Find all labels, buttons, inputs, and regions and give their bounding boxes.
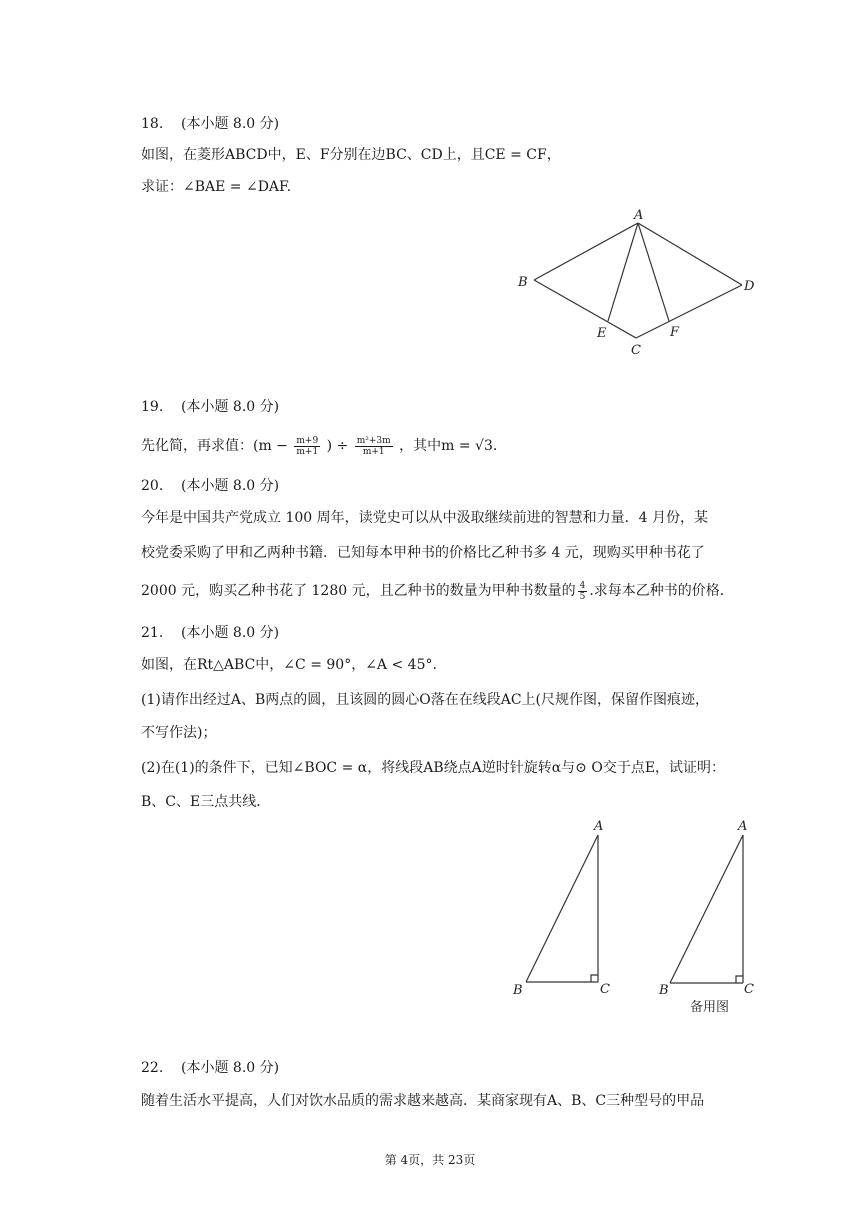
q20-frac-numerator: 4 — [579, 580, 586, 591]
tri2-label-c: C — [744, 982, 754, 997]
q19-header — [141, 397, 279, 417]
q19-prefix: 先化简，再求值：(m − — [141, 438, 288, 454]
q19-middle: ) ÷ — [326, 438, 349, 454]
q21-text-line2: (1)请作出经过A、B两点的圆，且该圆的圆心O落在在线段AC上(尺规作图，保留作图痕迹， — [141, 692, 709, 708]
q18-text-line1: 如图，在菱形ABCD中，E、F分别在边BC、CD上，且CE = CF， — [141, 147, 561, 163]
q19-score: (本小题 8.0 分) — [181, 399, 280, 415]
q18-text-line2: 求证：∠BAE = ∠DAF. — [141, 179, 292, 195]
label-b: B — [518, 275, 528, 290]
q20-frac-denominator: 5 — [579, 591, 586, 602]
q19-fraction-1 — [294, 436, 320, 457]
q20-number: 20. — [141, 478, 164, 494]
label-a: A — [634, 208, 644, 223]
segment-af — [638, 223, 669, 321]
q22-header — [141, 1058, 279, 1078]
q18-number: 18. — [141, 116, 164, 132]
page-footer: 第 4页，共 23页 — [384, 1153, 476, 1167]
tri1-label-a: A — [594, 819, 604, 834]
segment-ae — [608, 223, 638, 321]
right-angle-mark-2 — [736, 976, 743, 983]
rhombus-side-cd — [636, 285, 742, 338]
backup-figure-caption: 备用图 — [690, 1000, 730, 1015]
q22-number: 22. — [141, 1060, 164, 1076]
q20-header — [141, 476, 279, 496]
q21-header — [141, 623, 279, 643]
tri1-label-b: B — [513, 983, 523, 998]
backup-triangle-figure — [650, 815, 770, 1024]
tri1-label-c: C — [600, 982, 610, 997]
q20-line3-suffix: .求每本乙种书的价格． — [589, 583, 734, 599]
q21-text-line5: B、C、E三点共线． — [141, 794, 271, 810]
label-e: E — [597, 326, 607, 341]
q19-text — [141, 433, 497, 459]
q20-text-line1: 今年是中国共产党成立 100 周年，读党史可以从中汲取继续前进的智慧和力量．4 月份，某 — [141, 510, 708, 526]
q20-fraction — [578, 581, 588, 602]
q20-line3-prefix: 2000 元，购买乙种书花了 1280 元，且乙种书的数量为甲种书数量的 — [141, 583, 576, 599]
rhombus-side-ab — [534, 223, 638, 280]
rhombus-side-ad — [638, 223, 742, 285]
q19-frac2-denominator: m+1 — [362, 446, 385, 457]
q19-frac2-numerator: m²+3m — [356, 435, 391, 446]
q19-frac1-numerator: m+9 — [296, 435, 319, 446]
tri2-label-a: A — [738, 819, 748, 834]
rhombus-figure — [510, 205, 770, 364]
q22-text-line1: 随着生活水平提高，人们对饮水品质的需求越来越高．某商家现有A、B、C三种型号的甲品 — [141, 1093, 705, 1109]
q21-text-line4: (2)在(1)的条件下，已知∠BOC = α，将线段AB绕点A逆时针旋转α与⊙ O交于点E，试证明： — [141, 760, 726, 776]
q20-text-line3 — [141, 578, 734, 604]
q19-suffix: ，其中m = √3. — [399, 438, 498, 454]
right-angle-mark — [591, 975, 598, 982]
triangle1-side-ab — [526, 835, 598, 982]
q19-fraction-2 — [355, 436, 393, 457]
q21-number: 21. — [141, 625, 164, 641]
q21-text-line1: 如图，在Rt△ABC中，∠C = 90°，∠A < 45°. — [141, 657, 437, 673]
q20-score: (本小题 8.0 分) — [181, 478, 280, 494]
q19-frac1-denominator: m+1 — [296, 446, 319, 457]
triangle2-side-ab — [670, 835, 743, 983]
tri2-label-b: B — [659, 983, 669, 998]
q21-text-line3: 不写作法)； — [141, 725, 217, 741]
triangle-figure — [505, 815, 625, 1004]
label-f: F — [670, 325, 680, 340]
q21-score: (本小题 8.0 分) — [181, 625, 280, 641]
q20-text-line2: 校党委采购了甲和乙两种书籍．已知每本甲种书的价格比乙种书多 4 元，现购买甲种书花了 — [141, 545, 705, 561]
rhombus-side-bc — [534, 280, 636, 338]
label-d: D — [744, 279, 755, 294]
q19-number: 19. — [141, 399, 164, 415]
label-c: C — [631, 343, 641, 358]
q18-header — [141, 114, 279, 134]
q22-score: (本小题 8.0 分) — [181, 1060, 280, 1076]
q18-score: (本小题 8.0 分) — [181, 116, 280, 132]
